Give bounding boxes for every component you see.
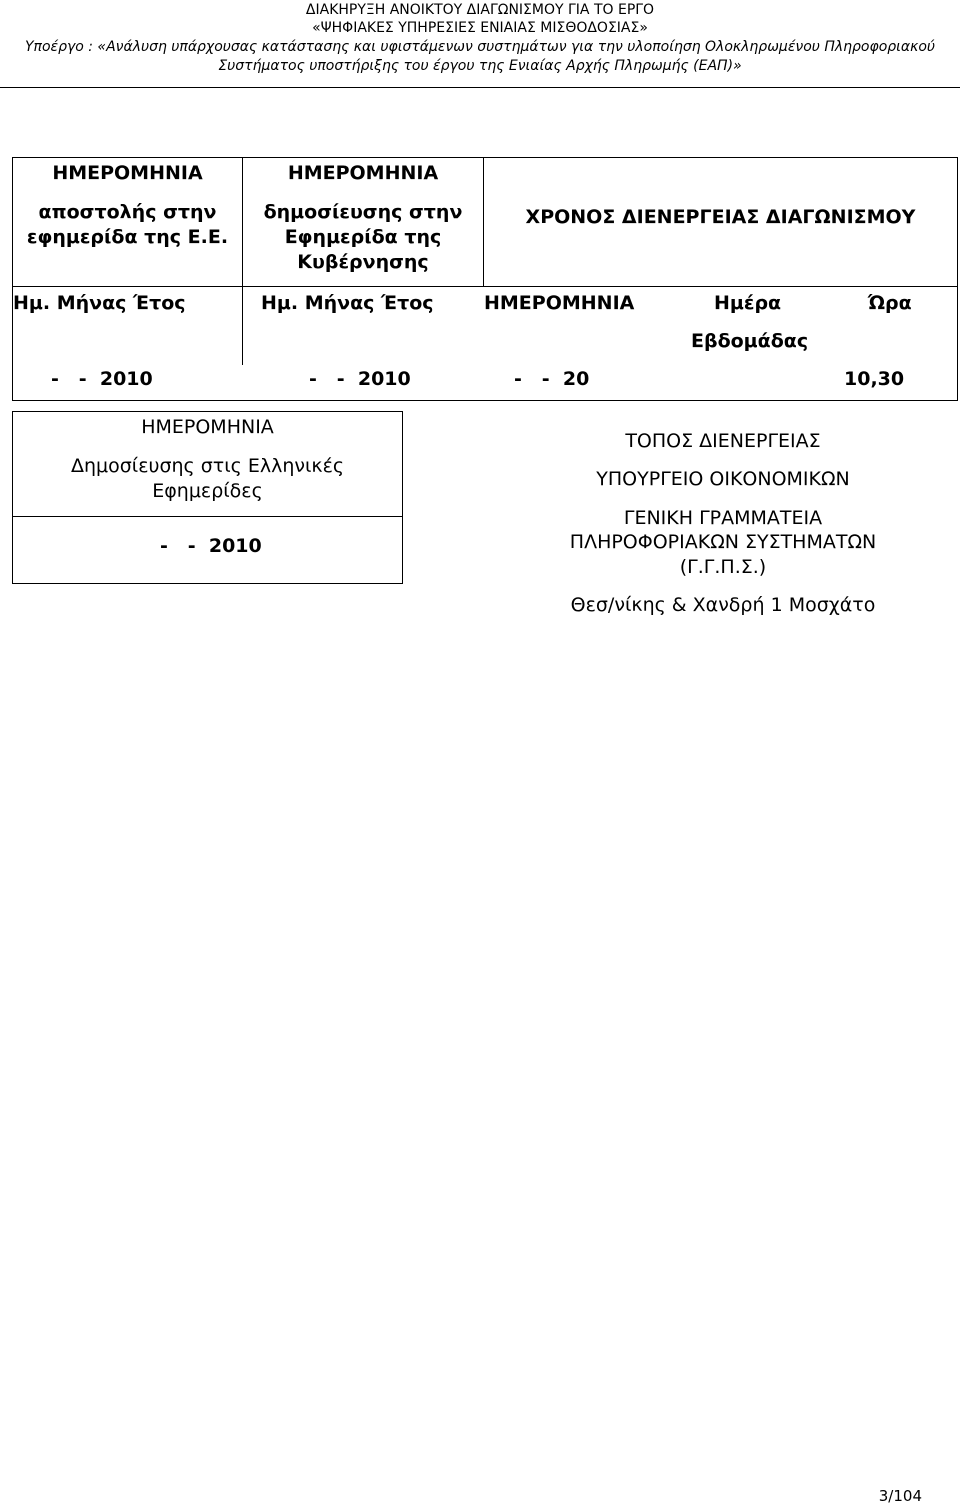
col2-subtitle-2: Εφημερίδα της [284, 226, 442, 248]
location-title: ΤΟΠΟΣ ΔΙΕΝΕΡΓΕΙΑΣ [625, 430, 821, 452]
subheader-date-2: Ημ. Μήνας Έτος [261, 292, 434, 314]
col2-subtitle-1: δημοσίευσης στην [263, 201, 463, 223]
subheader-date-1: Ημ. Μήνας Έτος [13, 292, 186, 314]
publication-date-value: - - 2010 [160, 535, 262, 557]
header-subproject-line2: Συστήματος υποστήριξης του έργου της Ενιαίας Αρχής Πληρωμής (ΕΑΠ)» [218, 58, 742, 74]
value-date-1: - - 2010 [51, 368, 153, 390]
value-time: 10,30 [844, 368, 905, 390]
value-date-2: - - 2010 [309, 368, 411, 390]
col1-title: ΗΜΕΡΟΜΗΝΙΑ [52, 162, 203, 184]
subheader-weekday-2: Εβδομάδας [691, 330, 809, 352]
col3-title: ΧΡΟΝΟΣ ΔΙΕΝΕΡΓΕΙΑΣ ΔΙΑΓΩΝΙΣΜΟΥ [525, 206, 916, 228]
location-secretariat-2: ΠΛΗΡΟΦΟΡΙΑΚΩΝ ΣΥΣΤΗΜΑΤΩΝ [569, 531, 877, 553]
subheader-date-3: ΗΜΕΡΟΜΗΝΙΑ [484, 292, 635, 314]
header-title: ΔΙΑΚΗΡΥΞΗ ΑΝΟΙΚΤΟΥ ΔΙΑΓΩΝΙΣΜΟΥ ΓΙΑ ΤΟ ΕΡΓΟ [305, 2, 655, 18]
publication-subtitle-2: Εφημερίδες [152, 480, 263, 502]
col1-subtitle-2: εφημερίδα της Ε.Ε. [26, 226, 229, 248]
subheader-weekday: Ημέρα [714, 292, 782, 314]
location-secretariat: ΓΕΝΙΚΗ ΓΡΑΜΜΑΤΕΙΑ [623, 507, 823, 529]
header-divider [0, 87, 960, 88]
publication-title: ΗΜΕΡΟΜΗΝΙΑ [141, 416, 274, 438]
col2-subtitle-3: Κυβέρνησης [297, 251, 429, 273]
table-divider [13, 286, 957, 287]
col1-subtitle-1: αποστολής στην [38, 201, 217, 223]
col2-title: ΗΜΕΡΟΜΗΝΙΑ [287, 162, 439, 184]
tender-schedule-table [12, 157, 958, 401]
publication-date-box [12, 411, 403, 584]
location-ministry: ΥΠΟΥΡΓΕΙΟ ΟΙΚΟΝΟΜΙΚΩΝ [596, 468, 850, 490]
subheader-time: Ώρα [868, 292, 912, 314]
header-project: «ΨΗΦΙΑΚΕΣ ΥΠΗΡΕΣΙΕΣ ΕΝΙΑΙΑΣ ΜΙΣΘΟΔΟΣΙΑΣ» [312, 20, 648, 36]
table-divider [13, 516, 402, 517]
location-acronym: (Γ.Γ.Π.Σ.) [679, 556, 767, 578]
publication-subtitle-1: Δημοσίευσης στις Ελληνικές [70, 455, 345, 477]
page-number: 3/104 [878, 1487, 922, 1505]
location-address: Θεσ/νίκης & Χανδρή 1 Μοσχάτο [570, 594, 876, 616]
value-date-3: - - 20 [514, 368, 590, 390]
header-subproject-line1: Υποέργο : «Ανάλυση υπάρχουσας κατάστασης και υφιστάμενων συστημάτων για την υλοποίηση Ολοκληρωμένου Πληροφοριακού [24, 39, 936, 55]
